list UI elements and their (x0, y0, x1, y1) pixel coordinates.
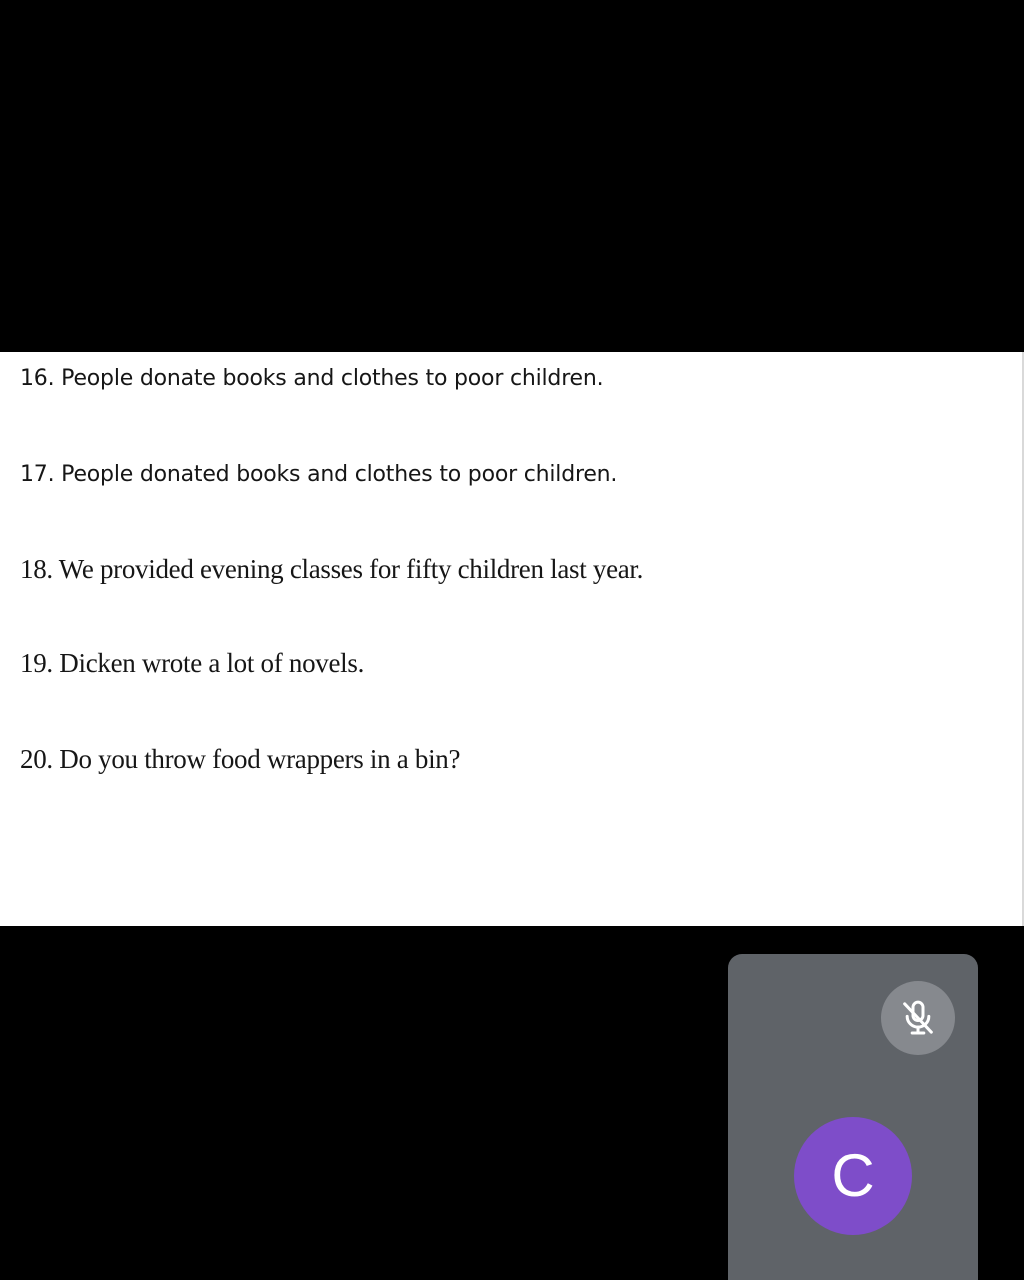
exercise-line-17: 17. People donated books and clothes to poor children. (20, 462, 618, 487)
mic-off-icon[interactable] (881, 981, 955, 1055)
exercise-line-18: 18. We provided evening classes for fifty children last year. (20, 554, 644, 584)
self-video-tile[interactable] (728, 954, 978, 1280)
shared-document (0, 352, 1024, 926)
mic-off-glyph (898, 998, 938, 1038)
exercise-line-20: 20. Do you throw food wrappers in a bin? (20, 744, 461, 774)
exercise-line-19: 19. Dicken wrote a lot of novels. (20, 648, 365, 678)
exercise-line-16: 16. People donate books and clothes to poor children. (20, 366, 604, 391)
avatar: C (794, 1117, 912, 1235)
